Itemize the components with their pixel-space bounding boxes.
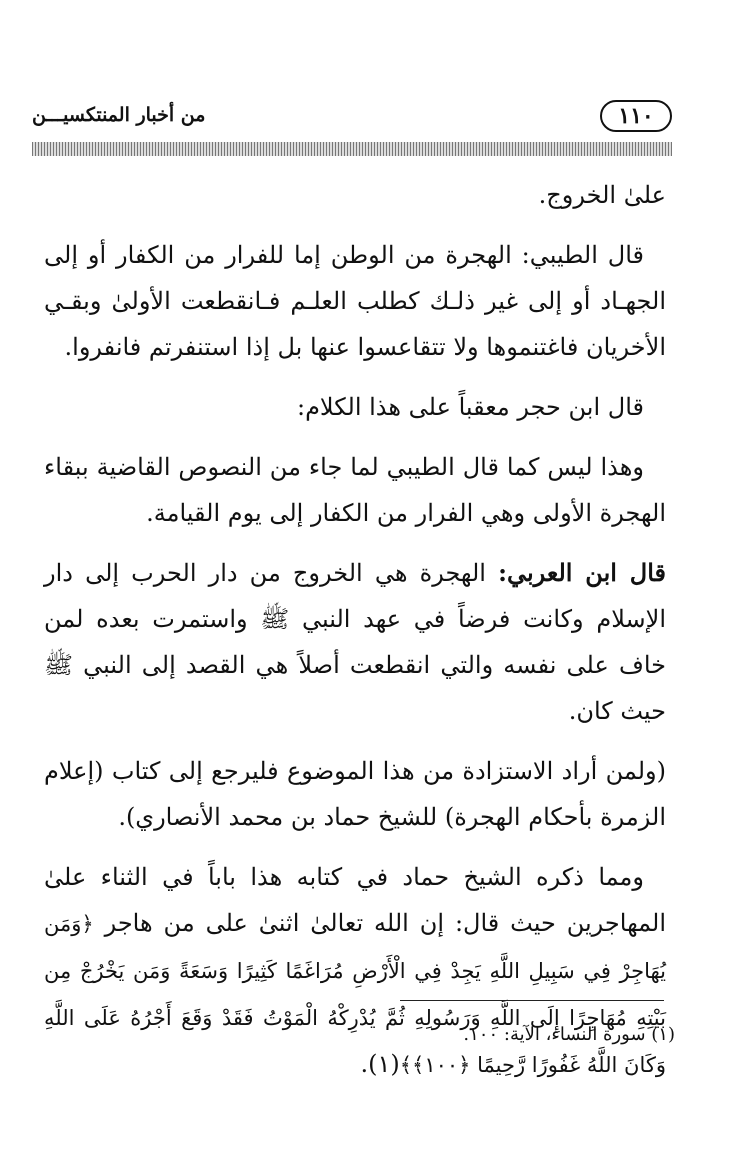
running-title: من أخبار المنتكسيـــن xyxy=(32,104,206,126)
paragraph-6: (ولمن أراد الاستزادة من هذا الموضوع فليرجع إلى كتاب (إعلام الزمرة بأحكام الهجرة) للشيخ حماد بن محمد الأنصاري). xyxy=(44,757,666,831)
paragraph-1: علىٰ الخروج. xyxy=(538,181,666,209)
paragraph-3: قال ابن حجر معقباً على هذا الكلام: xyxy=(296,393,644,421)
footnote-ref: (١). xyxy=(360,1050,400,1078)
paragraph-2: قال الطيبي: الهجرة من الوطن إما للفرار من الكفار أو إلى الجهـاد أو إلى غير ذلـك كطلب العلـم فـانقطعت الأولىٰ وبقـي الأخريان فاغتنموها ولا تتقاعسوا عنها بل إذا استنفرتم فانفروا. xyxy=(44,241,666,361)
page-number: ١١٠ xyxy=(600,100,672,132)
paragraph-7-intro: ومما ذكره الشيخ حماد في كتابه هذا باباً في الثناء علىٰ المهاجرين حيث قال: إن الله تعالىٰ اثنىٰ على من هاجر xyxy=(44,863,666,937)
paragraph-5 xyxy=(44,550,666,734)
paragraph-4: وهذا ليس كما قال الطيبي لما جاء من النصوص القاضية ببقاء الهجرة الأولى وهي الفرار من الكفار إلى يوم القيامة. xyxy=(44,453,666,527)
main-text xyxy=(44,172,666,1102)
page-header xyxy=(32,98,672,140)
footnote-rule xyxy=(400,1000,664,1001)
paragraph-5-rest: الهجرة هي الخروج من دار الحرب إلى دار الإسلام وكانت فرضاً في عهد النبي ﷺ واستمرت بعده لمن خاف على نفسه والتي انقطعت أصلاً هي القصد إلى النبي ﷺ حيث كان. xyxy=(44,559,666,725)
paragraph-5-lead: قال ابن العربي: xyxy=(498,558,666,587)
quran-verse: ﴿وَمَن يُهَاجِرْ فِي سَبِيلِ اللَّهِ يَجِدْ فِي الْأَرْضِ مُرَاغَمًا كَثِيرًا وَسَعَةً وَمَن يَخْرُجْ مِن بَيْتِهِ مُهَاجِرًا إِلَى اللَّهِ وَرَسُولِهِ ثُمَّ يُدْرِكْهُ الْمَوْتُ فَقَدْ وَقَعَ أَجْرُهُ عَلَى اللَّهِ وَكَانَ اللَّهُ غَفُورًا رَّحِيمًا ﴿١٠٠﴾﴾ xyxy=(44,912,666,1077)
paragraph-7 xyxy=(44,854,666,1088)
footnote: (١) سورة النساء، الآية: ١٠٠. xyxy=(463,1024,675,1045)
header-rule xyxy=(32,142,672,156)
